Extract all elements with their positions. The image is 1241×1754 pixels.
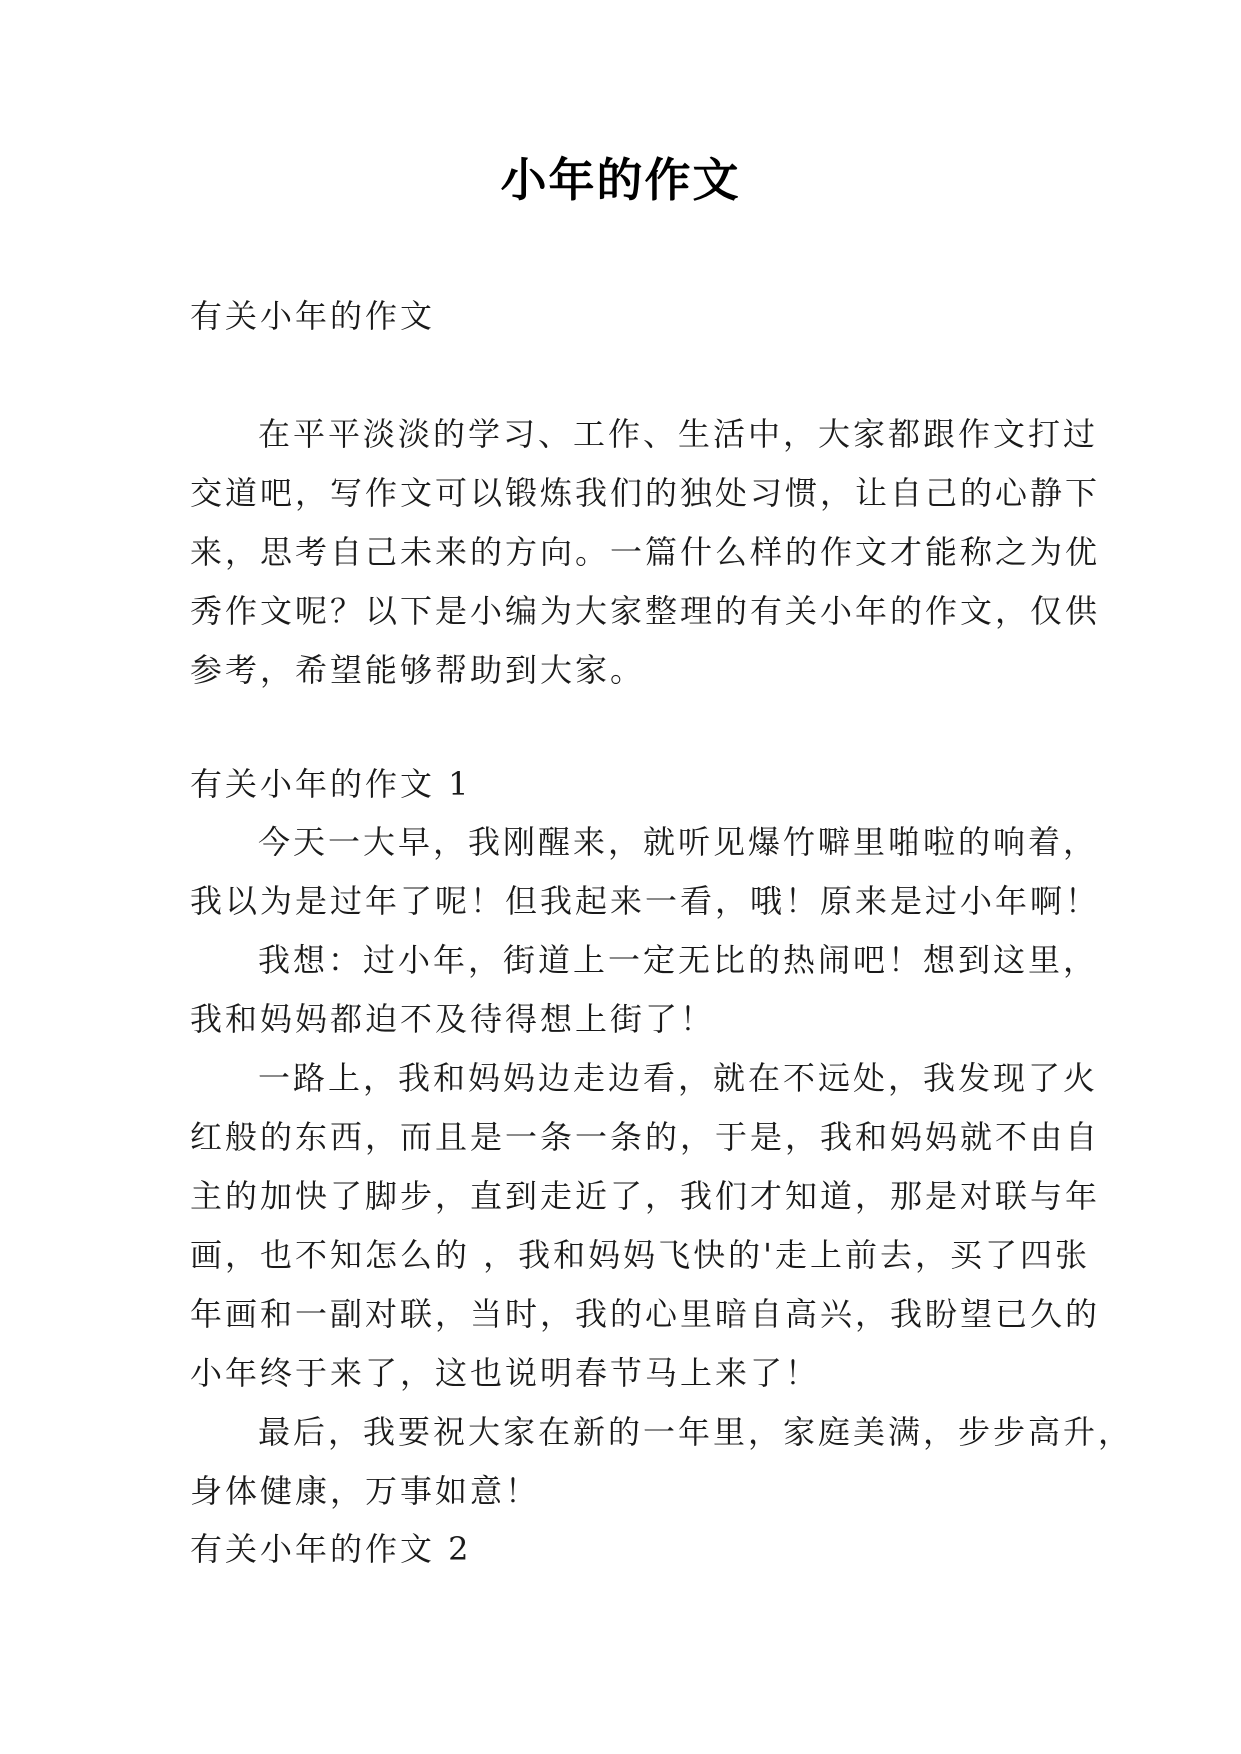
intro-line: 来，思考自己未来的方向。一篇什么样的作文才能称之为优 [190, 533, 1101, 571]
essay-1-line: 今天一大早，我刚醒来，就听见爆竹噼里啪啦的响着， [258, 823, 1099, 861]
intro-line: 参考，希望能够帮助到大家。 [190, 651, 646, 689]
essay-1-body [190, 813, 1134, 1521]
essay-1-heading: 有关小年的作文 1 [190, 765, 472, 803]
intro-line: 秀作文呢？以下是小编为大家整理的有关小年的作文，仅供 [190, 592, 1101, 630]
intro-line: 在平平淡淡的学习、工作、生活中，大家都跟作文打过 [258, 415, 1099, 453]
essay-1-line: 红般的东西，而且是一条一条的，于是，我和妈妈就不由自 [190, 1118, 1101, 1156]
essay-1-line: 年画和一副对联，当时，我的心里暗自高兴，我盼望已久的 [190, 1295, 1101, 1333]
essay-1-line: 我以为是过年了呢！但我起来一看，哦！原来是过小年啊！ [190, 882, 1101, 920]
intro-line: 交道吧，写作文可以锻炼我们的独处习惯，让自己的心静下 [190, 474, 1101, 512]
intro-paragraph [190, 405, 1101, 700]
document-subtitle: 有关小年的作文 [190, 297, 436, 335]
essay-1-line: 一路上，我和妈妈边走边看，就在不远处，我发现了火 [258, 1059, 1099, 1097]
document-title: 小年的作文 [500, 153, 741, 207]
essay-1-line: 主的加快了脚步，直到走近了，我们才知道，那是对联与年 [190, 1177, 1101, 1215]
essay-1-line: 我和妈妈都迫不及待得想上街了！ [190, 1000, 716, 1038]
essay-1-line: 小年终于来了，这也说明春节马上来了！ [190, 1354, 821, 1392]
essay-1-line: 最后，我要祝大家在新的一年里，家庭美满，步步高升， [258, 1413, 1134, 1451]
essay-2-heading: 有关小年的作文 2 [190, 1530, 472, 1568]
essay-1-line: 画，也不知怎么的 ，我和妈妈飞快的'走上前去，买了四张 [190, 1236, 1090, 1274]
essay-1-line: 身体健康，万事如意！ [190, 1472, 541, 1510]
essay-1-line: 我想：过小年，街道上一定无比的热闹吧！想到这里， [258, 941, 1099, 979]
